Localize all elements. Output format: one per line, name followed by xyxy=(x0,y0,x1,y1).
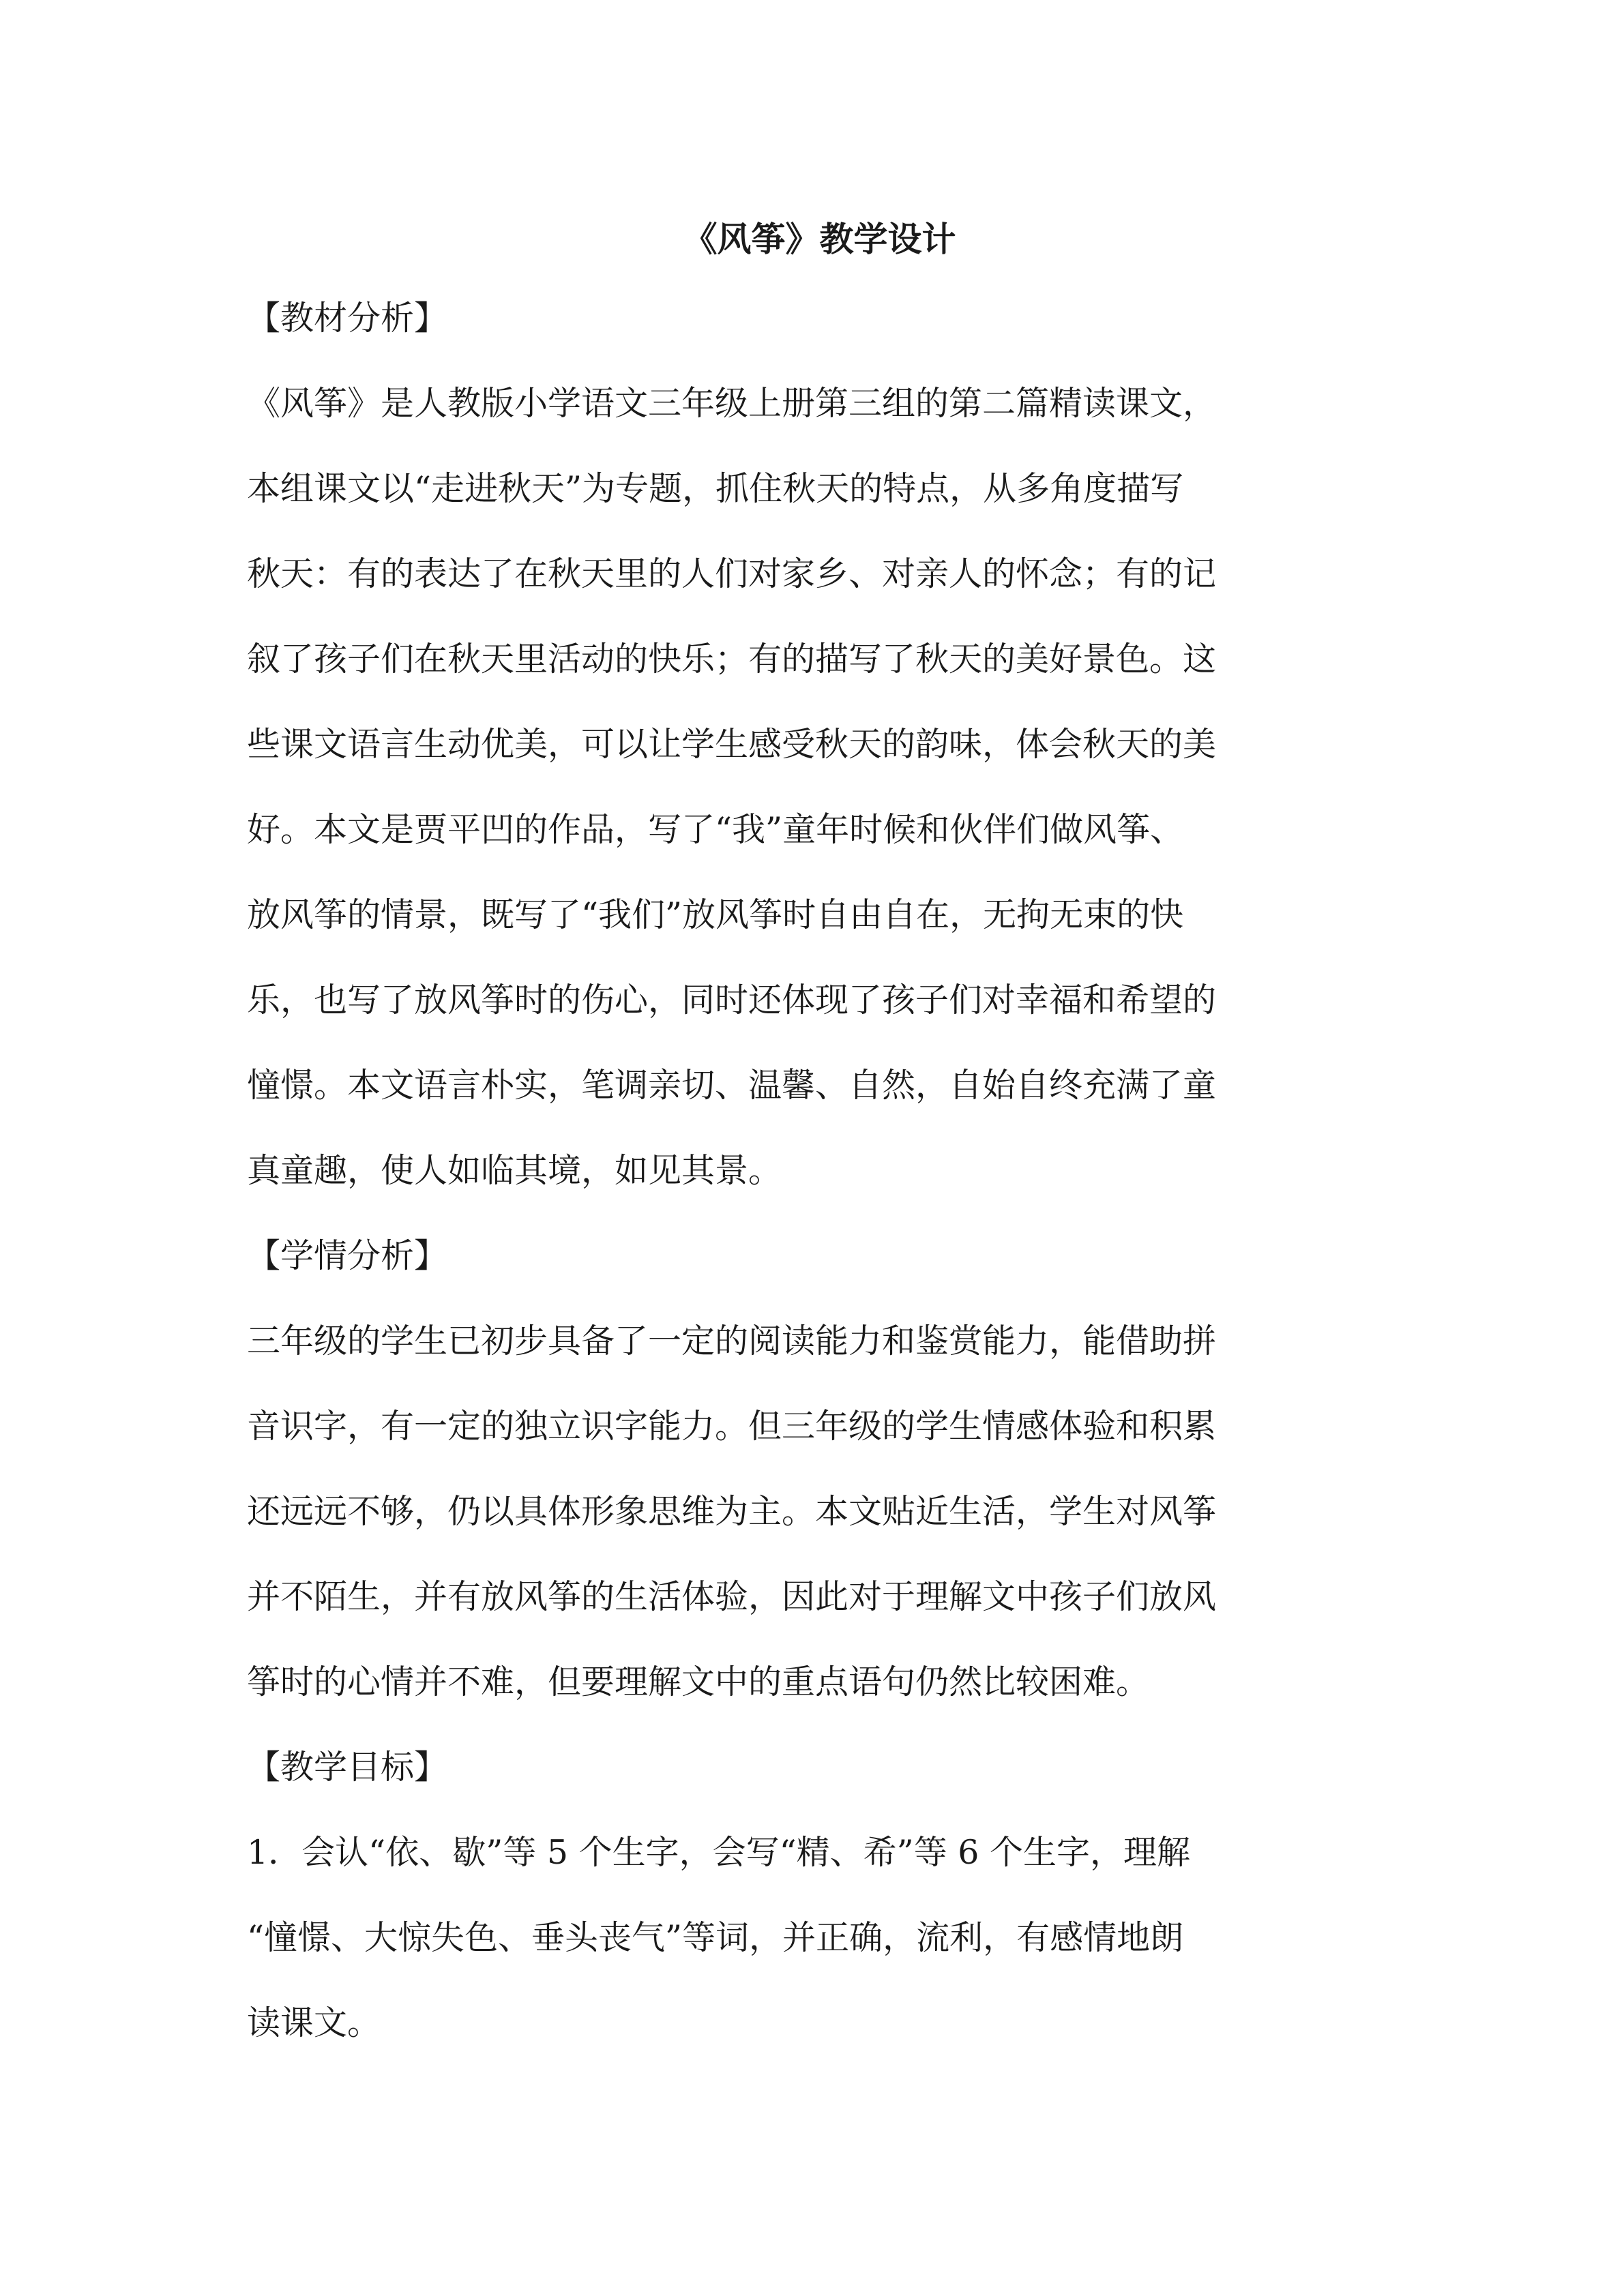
paragraph-line: 筝时的心情并不难，但要理解文中的重点语句仍然比较困难。 xyxy=(247,1663,1150,1701)
paragraph-line: 1．会认“依、歇”等 5 个生字，会写“精、希”等 6 个生字，理解 xyxy=(247,1833,1191,1872)
paragraph-line: “憧憬、大惊失色、垂头丧气”等词，并正确，流利，有感情地朗 xyxy=(247,1918,1184,1957)
paragraph-line: 秋天：有的表达了在秋天里的人们对家乡、对亲人的怀念；有的记 xyxy=(247,554,1217,593)
section-heading-student-analysis: 【学情分析】 xyxy=(247,1236,448,1275)
paragraph-line: 好。本文是贾平凹的作品，写了“我”童年时候和伙伴们做风筝、 xyxy=(247,810,1184,849)
paragraph-line: 并不陌生，并有放风筝的生活体验，因此对于理解文中孩子们放风 xyxy=(247,1577,1217,1616)
paragraph-line: 《风筝》是人教版小学语文三年级上册第三组的第二篇精读课文， xyxy=(247,384,1217,423)
paragraph-line: 放风筝的情景，既写了“我们”放风筝时自由自在，无拘无束的快 xyxy=(247,895,1184,934)
document-body xyxy=(247,298,1365,2088)
paragraph-line: 音识字，有一定的独立识字能力。但三年级的学生情感体验和积累 xyxy=(247,1407,1217,1446)
paragraph-line: 叙了孩子们在秋天里活动的快乐；有的描写了秋天的美好景色。这 xyxy=(247,640,1217,679)
paragraph-line: 乐，也写了放风筝时的伤心，同时还体现了孩子们对幸福和希望的 xyxy=(247,981,1217,1019)
paragraph-line: 还远远不够，仍以具体形象思维为主。本文贴近生活，学生对风筝 xyxy=(247,1492,1217,1531)
paragraph-line: 憧憬。本文语言朴实，笔调亲切、温馨、自然，自始自终充满了童 xyxy=(247,1066,1217,1105)
paragraph-line: 真童趣，使人如临其境，如见其景。 xyxy=(247,1151,782,1190)
paragraph-line: 本组课文以“走进秋天”为专题，抓住秋天的特点，从多角度描写 xyxy=(247,469,1184,508)
section-heading-textbook-analysis: 【教材分析】 xyxy=(247,299,448,338)
paragraph-line: 些课文语言生动优美，可以让学生感受秋天的韵味，体会秋天的美 xyxy=(247,725,1217,764)
paragraph-line: 三年级的学生已初步具备了一定的阅读能力和鉴赏能力，能借助拼 xyxy=(247,1322,1217,1360)
page-title: 《风筝》教学设计 xyxy=(683,219,956,259)
section-heading-teaching-goals: 【教学目标】 xyxy=(247,1748,448,1787)
paragraph-line: 读课文。 xyxy=(247,2003,381,2042)
